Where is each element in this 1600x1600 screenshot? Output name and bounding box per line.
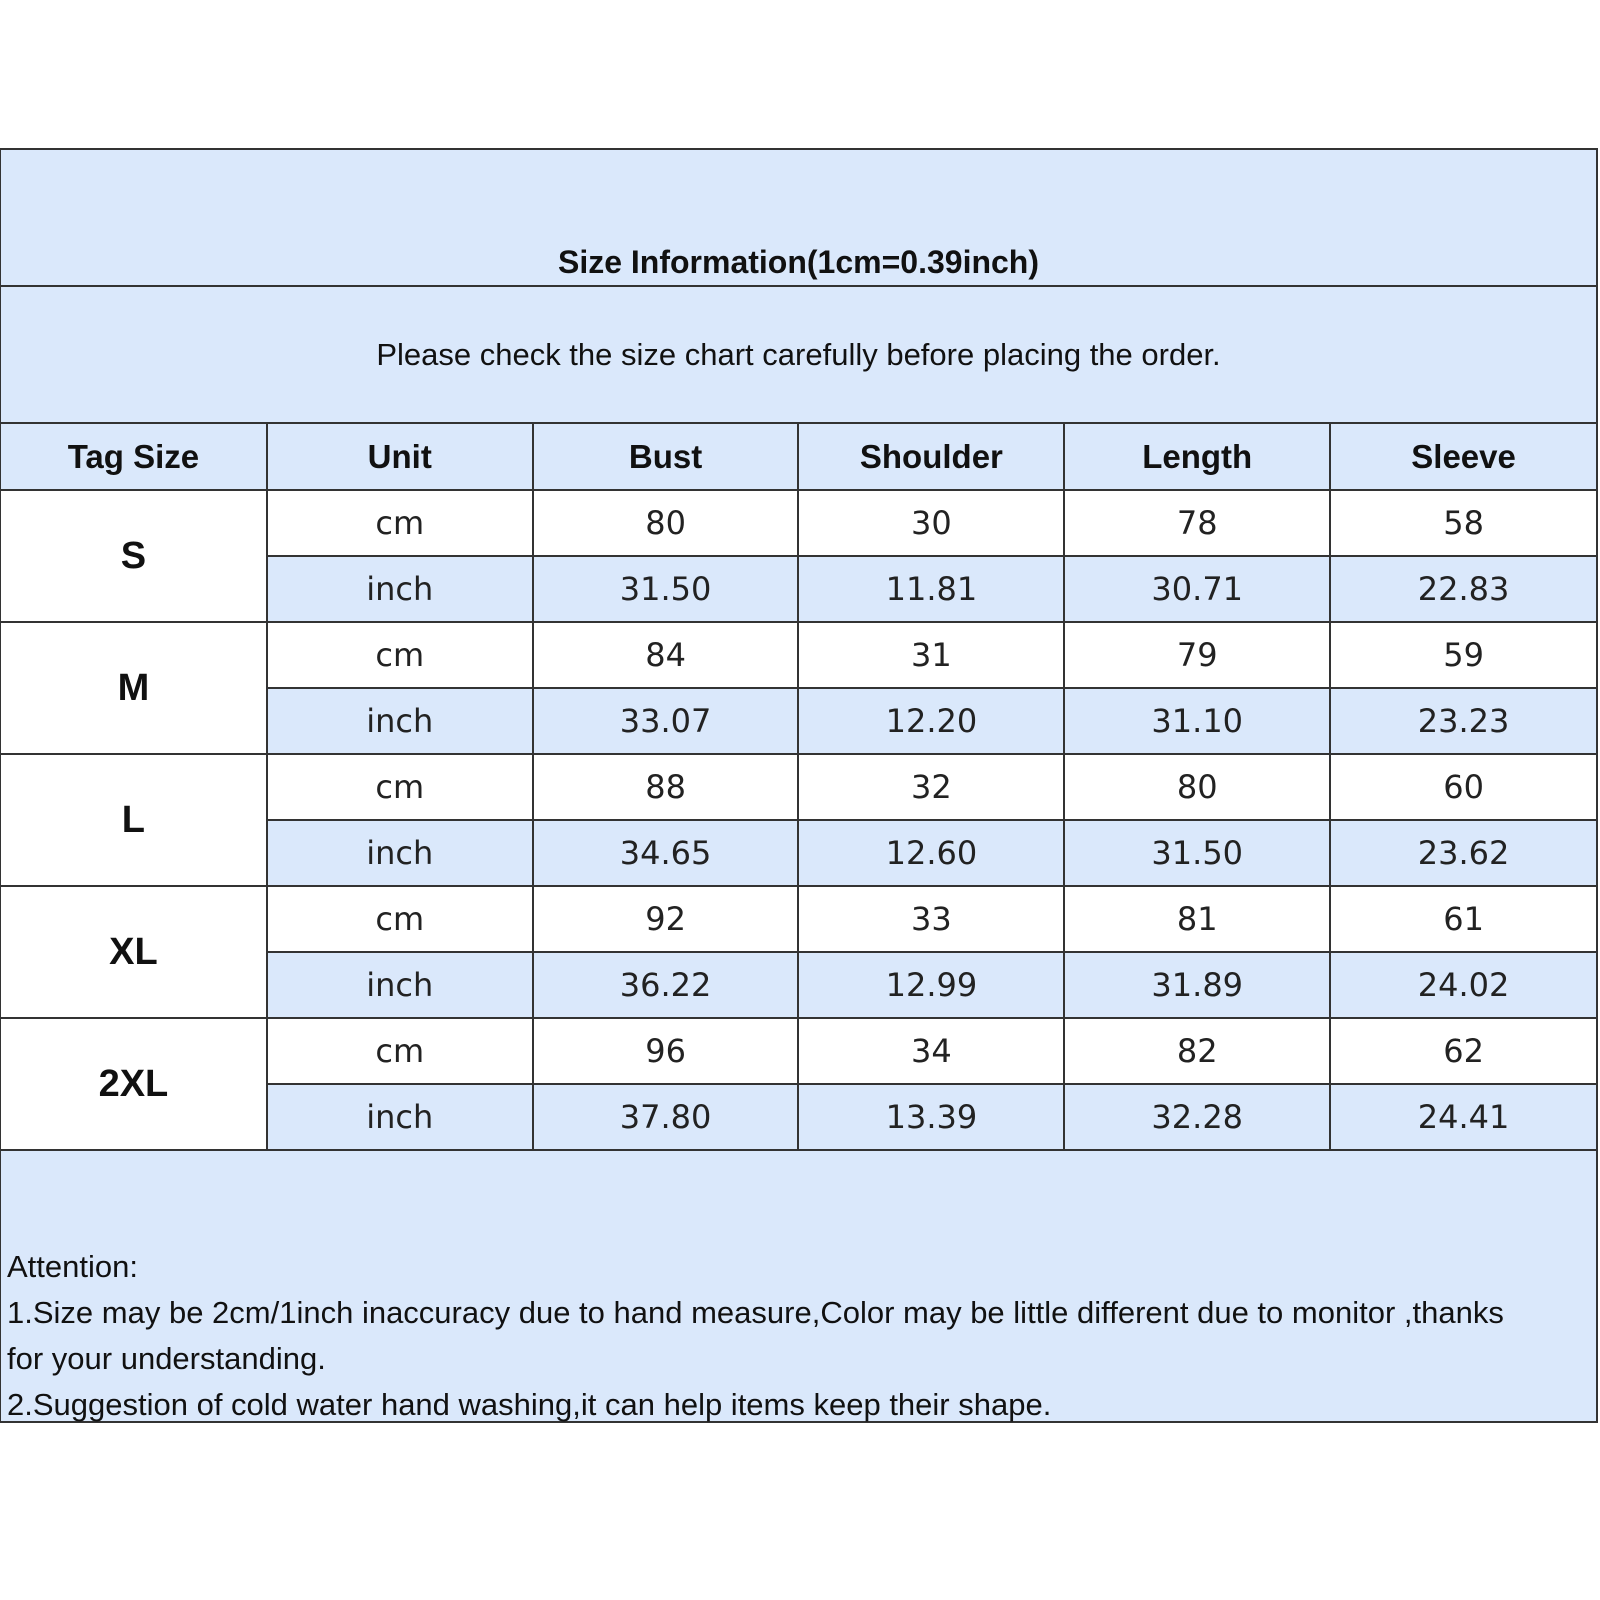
bust-cell: 84 [533, 622, 799, 688]
length-cell: 80 [1064, 754, 1330, 820]
length-cell: 79 [1064, 622, 1330, 688]
shoulder-cell: 12.20 [798, 688, 1064, 754]
size-chart-sheet [0, 148, 1598, 1423]
sleeve-cell: 23.23 [1330, 688, 1596, 754]
title-row [1, 150, 1596, 287]
header-bust: Bust [533, 424, 799, 490]
header-sleeve: Sleeve [1330, 424, 1596, 490]
sleeve-cell: 58 [1330, 490, 1596, 556]
tag-size-cell: XL [1, 886, 267, 1018]
unit-cell: inch [267, 556, 533, 622]
shoulder-cell: 11.81 [798, 556, 1064, 622]
unit-cell: cm [267, 490, 533, 556]
size-table [1, 424, 1596, 1151]
length-cell: 78 [1064, 490, 1330, 556]
shoulder-cell: 30 [798, 490, 1064, 556]
length-cell: 31.89 [1064, 952, 1330, 1018]
header-length: Length [1064, 424, 1330, 490]
table-row [1, 886, 1596, 952]
tag-size-cell: L [1, 754, 267, 886]
order-notice: Please check the size chart carefully before placing the order. [376, 336, 1221, 372]
sleeve-cell: 24.02 [1330, 952, 1596, 1018]
shoulder-cell: 12.60 [798, 820, 1064, 886]
attention-note-2: 2.Suggestion of cold water hand washing,it can help items keep their shape. [7, 1387, 1052, 1422]
unit-cell: cm [267, 754, 533, 820]
sleeve-cell: 22.83 [1330, 556, 1596, 622]
attention-heading: Attention: [7, 1249, 138, 1284]
attention-note-1-continued: for your understanding. [7, 1341, 326, 1376]
notice-row [1, 287, 1596, 424]
sleeve-cell: 23.62 [1330, 820, 1596, 886]
unit-cell: inch [267, 952, 533, 1018]
chart-title: Size Information(1cm=0.39inch) [557, 244, 1039, 280]
attention-notes [1, 1151, 1596, 1421]
tag-size-cell: M [1, 622, 267, 754]
attention-note-1: 1.Size may be 2cm/1inch inaccuracy due to hand measure,Color may be little different due to monitor ,thanks [7, 1295, 1504, 1330]
length-cell: 30.71 [1064, 556, 1330, 622]
unit-cell: cm [267, 1018, 533, 1084]
shoulder-cell: 12.99 [798, 952, 1064, 1018]
shoulder-cell: 34 [798, 1018, 1064, 1084]
bust-cell: 37.80 [533, 1084, 799, 1150]
unit-cell: inch [267, 820, 533, 886]
sleeve-cell: 59 [1330, 622, 1596, 688]
length-cell: 31.10 [1064, 688, 1330, 754]
bust-cell: 34.65 [533, 820, 799, 886]
bust-cell: 31.50 [533, 556, 799, 622]
shoulder-cell: 31 [798, 622, 1064, 688]
sleeve-cell: 61 [1330, 886, 1596, 952]
unit-cell: cm [267, 886, 533, 952]
length-cell: 82 [1064, 1018, 1330, 1084]
unit-cell: inch [267, 1084, 533, 1150]
bust-cell: 36.22 [533, 952, 799, 1018]
shoulder-cell: 32 [798, 754, 1064, 820]
bust-cell: 92 [533, 886, 799, 952]
length-cell: 32.28 [1064, 1084, 1330, 1150]
length-cell: 81 [1064, 886, 1330, 952]
header-shoulder: Shoulder [798, 424, 1064, 490]
bust-cell: 96 [533, 1018, 799, 1084]
unit-cell: inch [267, 688, 533, 754]
tag-size-cell: S [1, 490, 267, 622]
table-row [1, 490, 1596, 556]
header-tag-size: Tag Size [1, 424, 267, 490]
shoulder-cell: 13.39 [798, 1084, 1064, 1150]
bust-cell: 88 [533, 754, 799, 820]
sleeve-cell: 60 [1330, 754, 1596, 820]
header-unit: Unit [267, 424, 533, 490]
bust-cell: 33.07 [533, 688, 799, 754]
bust-cell: 80 [533, 490, 799, 556]
table-row [1, 1018, 1596, 1084]
header-row [1, 424, 1596, 490]
table-row [1, 622, 1596, 688]
length-cell: 31.50 [1064, 820, 1330, 886]
sleeve-cell: 24.41 [1330, 1084, 1596, 1150]
table-row [1, 754, 1596, 820]
shoulder-cell: 33 [798, 886, 1064, 952]
sleeve-cell: 62 [1330, 1018, 1596, 1084]
unit-cell: cm [267, 622, 533, 688]
tag-size-cell: 2XL [1, 1018, 267, 1150]
